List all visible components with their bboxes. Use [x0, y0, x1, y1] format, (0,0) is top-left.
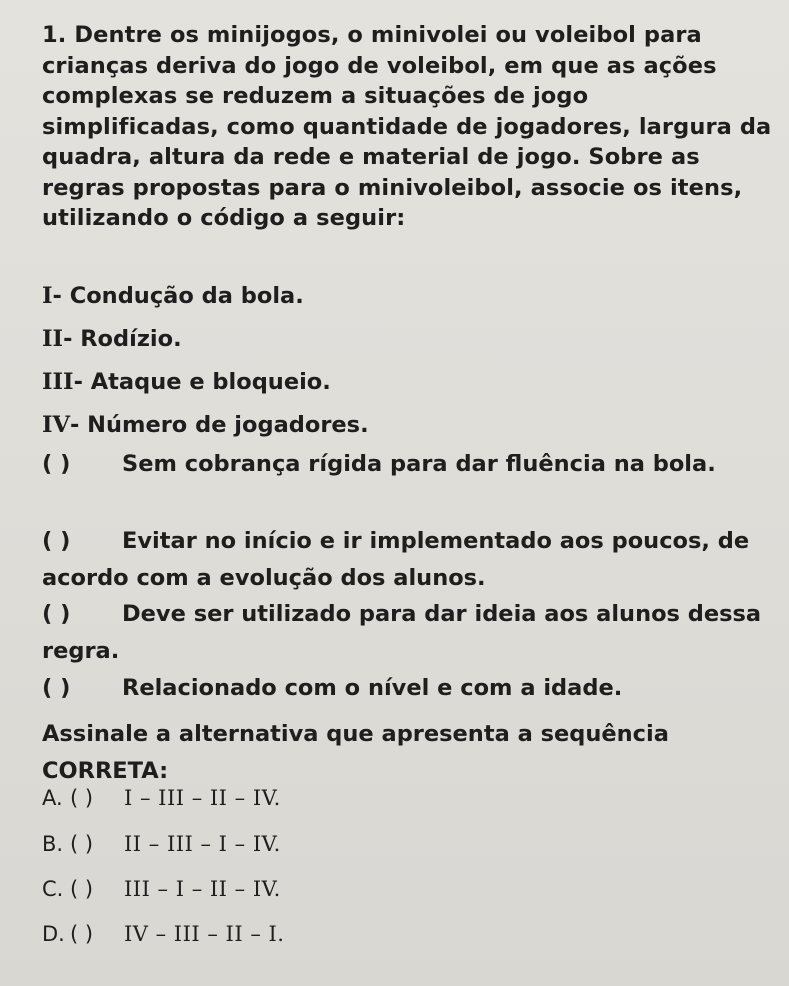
statement-text: Evitar no início e ir implementado aos poucos, de acordo com a evolução dos alunos.: [42, 528, 750, 591]
instruction-prompt: Assinale a alternativa que apresenta a sequência CORRETA:: [42, 721, 669, 784]
option-letter: B.: [42, 832, 64, 856]
option-blank[interactable]: ( ): [70, 786, 94, 810]
statement-text: Deve ser utilizado para dar ideia aos alunos dessa regra.: [42, 601, 762, 664]
statement-4: [42, 670, 777, 707]
code-item-3: [42, 369, 331, 395]
option-sequence: I – III – II – IV.: [124, 786, 281, 810]
code-roman: I: [42, 283, 53, 309]
statement-text: Relacionado com o nível e com a idade.: [122, 675, 623, 701]
answer-blank[interactable]: ( ): [42, 528, 71, 554]
statement-3: [42, 596, 777, 670]
option-letter: C.: [42, 877, 64, 901]
option-blank[interactable]: ( ): [70, 832, 94, 856]
option-blank[interactable]: ( ): [70, 877, 94, 901]
code-roman: II: [42, 326, 64, 352]
answer-blank[interactable]: ( ): [42, 601, 71, 627]
code-text: - Condução da bola.: [52, 283, 304, 309]
question-text: [42, 20, 772, 234]
question-block: [42, 20, 772, 234]
code-item-1: [42, 283, 304, 309]
option-letter: A.: [42, 786, 63, 810]
option-letter: D.: [42, 922, 65, 946]
code-text: - Ataque e bloqueio.: [73, 369, 331, 395]
code-roman: IV: [42, 412, 70, 438]
option-sequence: IV – III – II – I.: [124, 922, 285, 946]
answer-blank[interactable]: ( ): [42, 451, 71, 477]
option-c[interactable]: [42, 877, 281, 901]
statement-2: [42, 523, 777, 597]
code-text: - Número de jogadores.: [69, 412, 369, 438]
option-sequence: II – III – I – IV.: [124, 832, 281, 856]
statement-1: [42, 446, 777, 483]
code-item-4: [42, 412, 369, 438]
option-d[interactable]: [42, 922, 284, 946]
question-body: Dentre os minijogos, o minivolei ou voleibol para crianças deriva do jogo de voleibol, em que as ações complexas se reduzem a situações de jogo simplificadas, como quantidade de jogadores, largura da quadra, altura da rede e material de jogo. Sobre as regras propostas para o minivoleibol, associe os itens, utilizando o código a seguir:: [42, 22, 772, 231]
option-sequence: III – I – II – IV.: [124, 877, 281, 901]
answer-blank[interactable]: ( ): [42, 675, 71, 701]
option-blank[interactable]: ( ): [70, 922, 94, 946]
code-text: - Rodízio.: [63, 326, 182, 352]
question-number: 1.: [42, 22, 67, 48]
option-a[interactable]: [42, 786, 281, 810]
code-roman: III: [42, 369, 74, 395]
code-item-2: [42, 326, 182, 352]
statement-text: Sem cobrança rígida para dar fluência na bola.: [122, 451, 716, 477]
option-b[interactable]: [42, 832, 281, 856]
